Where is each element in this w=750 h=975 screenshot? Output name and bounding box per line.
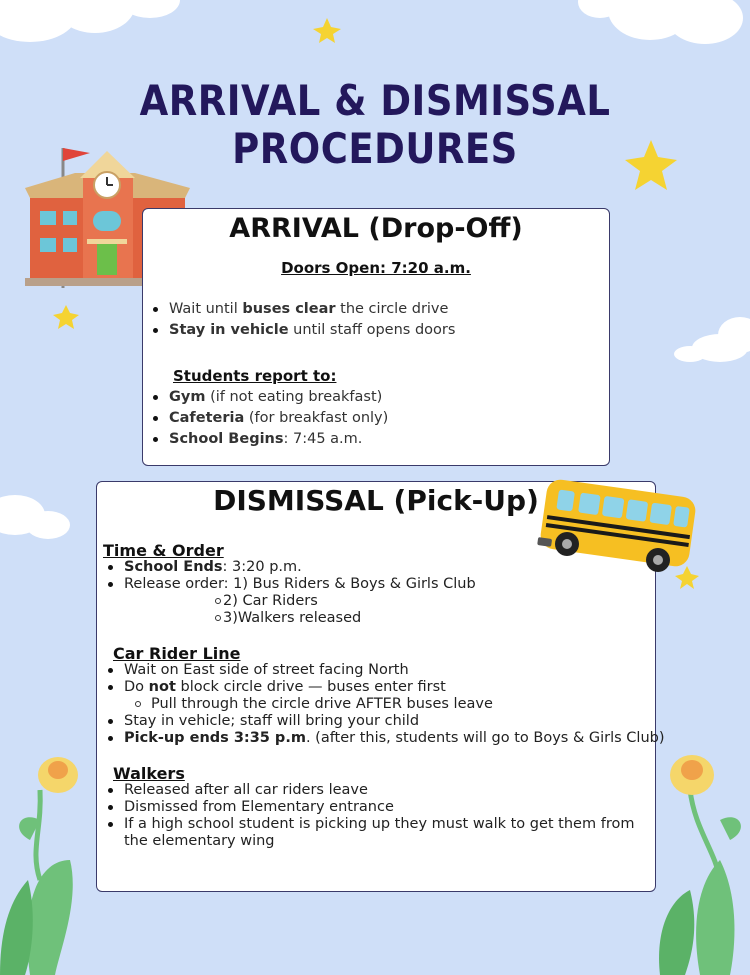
flower-plant-icon	[0, 757, 78, 975]
list-item: 2) Car Riders	[97, 593, 476, 610]
list-item: Wait on East side of street facing North	[97, 662, 665, 679]
arrival-card	[142, 208, 610, 466]
time-order-list	[97, 559, 476, 627]
report-heading: Students report to:	[173, 367, 337, 385]
cloud-icon	[0, 495, 70, 539]
star-icon	[53, 305, 79, 329]
list-item: Cafeteria (for breakfast only)	[149, 408, 388, 429]
arrival-heading: ARRIVAL (Drop-Off)	[229, 213, 523, 244]
cloud-icon	[0, 0, 180, 42]
list-item: Released after all car riders leave	[97, 782, 644, 799]
list-item: Dismissed from Elementary entrance	[97, 799, 644, 816]
list-item: Stay in vehicle; staff will bring your child	[97, 713, 665, 730]
star-icon	[313, 18, 341, 43]
list-item: School Begins: 7:45 a.m.	[149, 429, 388, 450]
list-item: Stay in vehicle until staff opens doors	[149, 320, 455, 341]
list-item: Pick-up ends 3:35 p.m. (after this, students will go to Boys & Girls Club)	[97, 730, 665, 747]
cloud-icon	[674, 317, 750, 362]
list-item: If a high school student is picking up they must walk to get them from the elementary wing	[97, 816, 644, 850]
list-item: School Ends: 3:20 p.m.	[97, 559, 476, 576]
walkers-list	[97, 782, 644, 850]
doors-open-text: Doors Open: 7:20 a.m.	[281, 259, 471, 277]
flower-plant-icon	[659, 755, 741, 975]
list-item: Gym (if not eating breakfast)	[149, 387, 388, 408]
list-item: Release order: 1) Bus Riders & Boys & Girls Club	[97, 576, 476, 593]
report-list	[149, 387, 388, 450]
page-title: ARRIVAL & DISMISSAL PROCEDURES	[139, 76, 611, 174]
list-item: 3)Walkers released	[97, 610, 476, 627]
dismissal-heading: DISMISSAL (Pick-Up)	[213, 484, 539, 517]
school-bus-icon	[533, 470, 703, 580]
car-rider-heading: Car Rider Line	[113, 644, 241, 663]
list-item: Do not block circle drive — buses enter first	[97, 679, 665, 696]
car-rider-list	[97, 662, 665, 747]
list-item: Wait until buses clear the circle drive	[149, 299, 455, 320]
walkers-heading: Walkers	[113, 764, 185, 783]
time-order-heading: Time & Order	[103, 541, 224, 560]
cloud-icon	[578, 0, 743, 44]
list-item: Pull through the circle drive AFTER buses leave	[97, 696, 665, 713]
arrival-list	[149, 299, 455, 341]
